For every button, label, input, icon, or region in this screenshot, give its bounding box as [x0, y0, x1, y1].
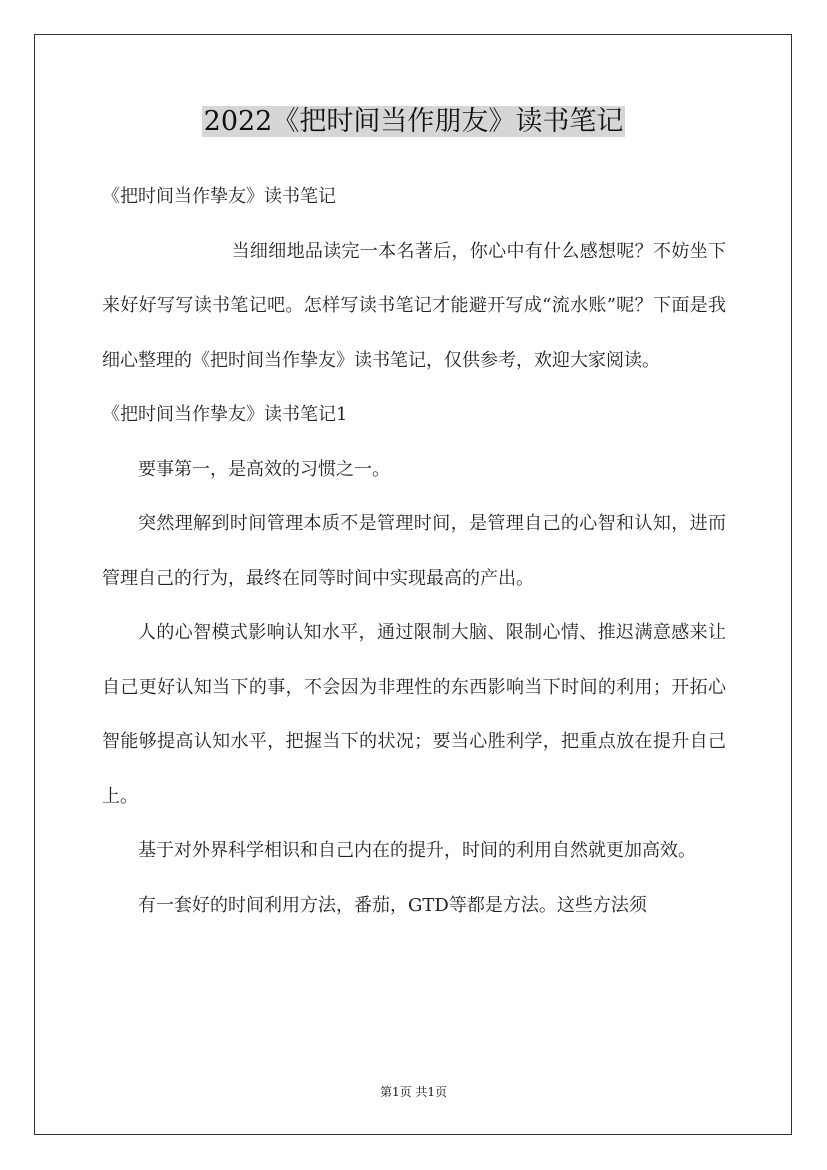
paragraph: 基于对外界科学相识和自己内在的提升，时间的利用自然就更加高效。 — [138, 840, 696, 861]
subtitle-heading: 《把时间当作挚友》读书笔记 — [102, 186, 336, 207]
document-title-text: 2022《把时间当作朋友》读书笔记 — [203, 106, 624, 137]
page-footer — [0, 1083, 827, 1101]
intro-paragraph: 当细细地品读完一本名著后，你心中有什么感想呢？不妨坐下来好好写写读书笔记吧。怎样写读书笔记才能避开写成“流水账”呢？下面是我细心整理的《把时间当作挚友》读书笔记，仅供参考，欢迎大家阅读。 — [102, 240, 726, 371]
paragraph: 突然理解到时间管理本质不是管理时间，是管理自己的心智和认知，进而管理自己的行为，最终在同等时间中实现最高的产出。 — [102, 513, 726, 589]
document-title — [0, 102, 827, 142]
document-body — [102, 170, 726, 933]
paragraph: 有一套好的时间利用方法，番茄，GTD等都是方法。这些方法须 — [138, 894, 647, 916]
paragraph: 要事第一，是高效的习惯之一。 — [138, 458, 390, 480]
page-number: 第1页 共1页 — [379, 1085, 448, 1099]
paragraph: 人的心智模式影响认知水平，通过限制大脑、限制心情、推迟满意感来让自己更好认知当下的事，不会因为非理性的东西影响当下时间的利用；开拓心智能够提高认知水平，把握当下的状况；要当心胜利学，把重点放在提升自己上。 — [102, 622, 726, 807]
section-heading: 《把时间当作挚友》读书笔记1 — [102, 404, 348, 425]
